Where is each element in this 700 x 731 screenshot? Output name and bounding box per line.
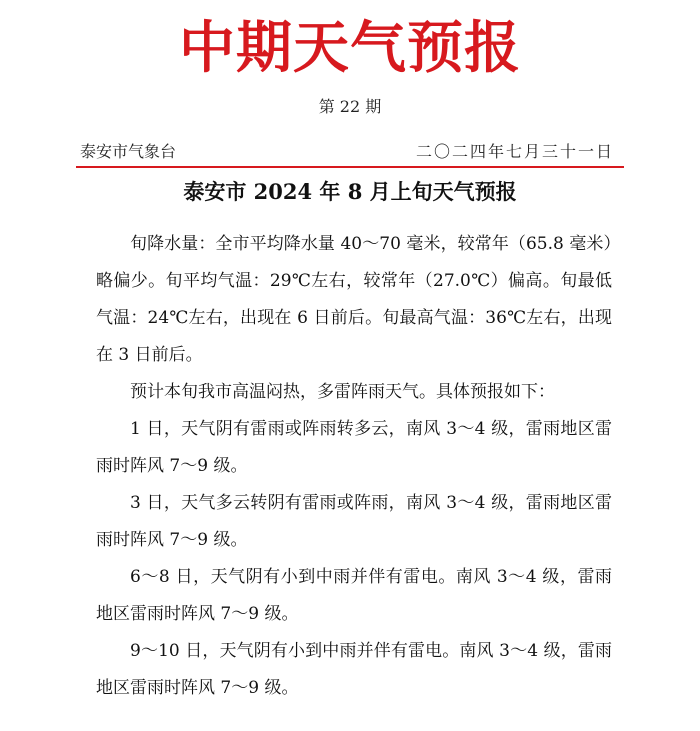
issuer-row xyxy=(80,140,620,164)
paragraph-day-1: 1 日，天气阴有雷雨或阵雨转多云，南风 3～4 级，雷雨地区雷雨时阵风 7～9 级。 xyxy=(96,419,612,476)
document-title: 泰安市 2024 年 8 月上旬天气预报 xyxy=(183,179,517,204)
document-body xyxy=(96,226,612,707)
header-divider xyxy=(76,166,624,168)
paragraph-outlook: 预计本旬我市高温闷热，多雷阵雨天气。具体预报如下： xyxy=(130,382,555,402)
masthead-title: 中期天气预报 xyxy=(179,16,521,81)
paragraph-summary: 旬降水量：全市平均降水量 40～70 毫米，较常年（65.8 毫米）略偏少。旬平均气温：29℃左右，较常年（27.0℃）偏高。旬最低气温：24℃左右，出现在 6 日前后。旬最高气温：36℃左右，出现在 3 日前后。 xyxy=(96,234,612,365)
issue-number: 第 22 期 xyxy=(318,97,382,116)
paragraph-day-6-8: 6～8 日，天气阴有小到中雨并伴有雷电。南风 3～4 级，雷雨地区雷雨时阵风 7～9 级。 xyxy=(96,567,612,624)
issue-date: 二〇二四年七月三十一日 xyxy=(415,142,614,161)
paragraph-day-3: 3 日，天气多云转阴有雷雨或阵雨，南风 3～4 级，雷雨地区雷雨时阵风 7～9 级。 xyxy=(96,493,612,550)
issuer-name: 泰安市气象台 xyxy=(80,142,177,161)
paragraph-day-9-10: 9～10 日，天气阴有小到中雨并伴有雷电。南风 3～4 级，雷雨地区雷雨时阵风 7～9 级。 xyxy=(96,641,612,698)
